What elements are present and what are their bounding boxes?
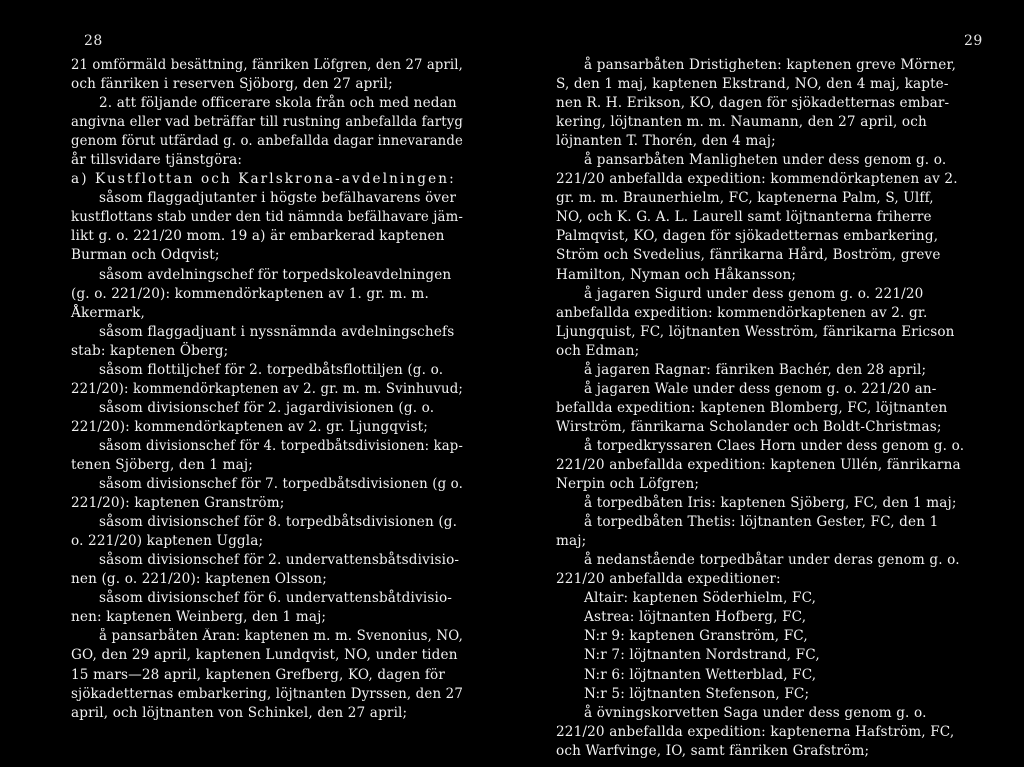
text-line: (g. o. 221/20): kommendörkaptenen av 1. gr. m. m.	[71, 285, 429, 302]
text-line: kering, löjtnanten m. m. Naumann, den 27 april, och	[556, 114, 927, 131]
right-page	[512, 0, 1024, 767]
text-line: Burman och Odqvist;	[71, 247, 220, 264]
text-line: nen: kaptenen Weinberg, den 1 maj;	[71, 609, 327, 626]
text-line: å jagaren Ragnar: fänriken Bachér, den 28 april;	[584, 361, 927, 378]
text-line: N:r 5: löjtnanten Stefenson, FC;	[584, 685, 810, 702]
text-line: å jagaren Sigurd under dess genom g. o. 221/20	[584, 285, 924, 302]
text-line: kustflottans stab under den tid nämnda befälhavare jäm-	[71, 209, 464, 226]
text-line: stab: kaptenen Öberg;	[71, 342, 229, 359]
text-line: Palmqvist, KO, dagen för sjökadetternas embarkering,	[556, 228, 939, 245]
text-line: å nedanstående torpedbåtar under deras genom g. o.	[584, 552, 960, 569]
text-line: 221/20 anbefallda expedition: kommendörkaptenen av 2.	[556, 171, 958, 188]
text-line: såsom divisionschef för 8. torpedbåtsdivisionen (g.	[99, 514, 458, 531]
text-line: år tillsvidare tjänstgöra:	[71, 152, 243, 169]
text-line: 221/20): kommendörkaptenen av 2. gr. m. m. Svinhuvud;	[71, 380, 463, 397]
text-line: N:r 9: kaptenen Granström, FC,	[584, 628, 808, 645]
text-line: såsom avdelningschef för torpedskoleavdelningen	[99, 266, 452, 283]
text-line: gr. m. m. Braunerhielm, FC, kaptenerna Palm, S, Ulff,	[556, 190, 934, 207]
text-line: å pansarbåten Dristigheten: kaptenen greve Mörner,	[584, 57, 957, 73]
text-line: å jagaren Wale under dess genom g. o. 221/20 an-	[584, 380, 937, 397]
text-line: april, och löjtnanten von Schinkel, den 27 april;	[71, 704, 408, 721]
page-number: 28	[84, 33, 103, 49]
text-line: S, den 1 maj, kaptenen Ekstrand, NO, den 4 maj, kapte-	[556, 76, 949, 93]
text-line: 221/20 anbefallda expedition: kaptenerna Hafström, FC,	[556, 723, 955, 740]
text-line: anbefallda expedition: kommendörkaptenen av 2. gr.	[556, 304, 928, 321]
text-line: 221/20 anbefallda expedition: kaptenen Ullén, fänrikarna	[556, 456, 961, 473]
text-line: Nerpin och Löfgren;	[556, 476, 700, 493]
text-line: såsom divisionschef för 7. torpedbåtsdivisionen (g o.	[99, 476, 463, 493]
text-line: nen (g. o. 221/20): kaptenen Olsson;	[71, 571, 327, 588]
text-line: såsom flaggadjuant i nyssnämnda avdelningschefs	[99, 323, 455, 340]
text-line: N:r 6: löjtnanten Wetterblad, FC,	[584, 666, 817, 683]
text-line: N:r 7: löjtnanten Nordstrand, FC,	[584, 647, 820, 664]
text-line: NO, och K. G. A. L. Laurell samt löjtnanterna friherre	[556, 209, 932, 226]
text-line: maj;	[556, 533, 587, 550]
text-line: likt g. o. 221/20 mom. 19 a) är embarkerad kaptenen	[71, 228, 445, 245]
text-line: såsom divisionschef för 2. undervattensbåtsdivisio-	[99, 552, 460, 569]
text-line: 221/20): kaptenen Granström;	[71, 495, 285, 512]
text-line: såsom divisionschef för 4. torpedbåtsdivisionen: kap-	[99, 437, 463, 454]
text-line: å torpedbåten Iris: kaptenen Sjöberg, FC, den 1 maj;	[584, 495, 957, 512]
text-line: såsom divisionschef för 6. undervattensbåtdivisio-	[99, 590, 453, 607]
text-line: Astrea: löjtnanten Hofberg, FC,	[584, 609, 807, 626]
right-page-text	[556, 56, 964, 761]
text-line: 15 mars—28 april, kaptenen Grefberg, KO, dagen för	[71, 666, 446, 683]
text-line: Åkermark,	[71, 304, 145, 321]
text-line: sjökadetternas embarkering, löjtnanten Dyrssen, den 27	[71, 685, 464, 702]
text-line: såsom flottiljchef för 2. torpedbåtsflottiljen (g. o.	[99, 361, 444, 378]
text-line: och fänriken i reserven Sjöborg, den 27 april;	[71, 76, 393, 93]
text-line: å torpedbåten Thetis: löjtnanten Gester, FC, den 1	[584, 514, 939, 531]
text-line: a) Kustflottan och Karlskrona-avdelningen:	[71, 171, 456, 188]
text-line: å pansarbåten Manligheten under dess genom g. o.	[584, 152, 947, 169]
text-line: Hamilton, Nyman och Håkansson;	[556, 266, 797, 283]
text-line: å pansarbåten Äran: kaptenen m. m. Svenonius, NO,	[99, 628, 464, 645]
text-line: 221/20 anbefallda expeditioner:	[556, 571, 781, 588]
text-line: angivna eller vad beträffar till rustning anbefallda fartyg	[71, 114, 464, 131]
text-line: nen R. H. Erikson, KO, dagen för sjökadetternas embar-	[556, 95, 950, 112]
text-line: såsom flaggadjutanter i högste befälhavarens över	[99, 190, 457, 207]
text-line: befallda expedition: kaptenen Blomberg, FC, löjtnanten	[556, 399, 948, 416]
left-page-text	[71, 56, 463, 723]
text-line: 21 omförmäld besättning, fänriken Löfgren, den 27 april,	[71, 57, 464, 73]
text-line: Altair: kaptenen Söderhielm, FC,	[584, 590, 817, 607]
text-line: och Edman;	[556, 342, 640, 359]
text-line: 221/20): kommendörkaptenen av 2. gr. Ljungqvist;	[71, 418, 428, 435]
text-line: o. 221/20) kaptenen Uggla;	[71, 533, 264, 550]
text-line: 2. att följande officerare skola från och med nedan	[99, 95, 457, 112]
page-number: 29	[964, 33, 983, 49]
text-line: å övningskorvetten Saga under dess genom g. o.	[584, 704, 927, 721]
text-line: och Warfvinge, IO, samt fänriken Grafström;	[556, 742, 870, 759]
text-line: å torpedkryssaren Claes Horn under dess genom g. o.	[584, 437, 965, 454]
text-line: löjnanten T. Thorén, den 4 maj;	[556, 133, 776, 150]
text-line: tenen Sjöberg, den 1 maj;	[71, 456, 254, 473]
text-line: Ström och Svedelius, fänrikarna Hård, Boström, greve	[556, 247, 941, 264]
text-line: Wirström, fänrikarna Scholander och Boldt-Christmas;	[556, 418, 942, 435]
text-line: GO, den 29 april, kaptenen Lundqvist, NO, under tiden	[71, 647, 458, 664]
text-line: såsom divisionschef för 2. jagardivisionen (g. o.	[99, 399, 435, 416]
text-line: genom förut utfärdad g. o. anbefallda dagar innevarande	[71, 133, 464, 150]
text-line: Ljungquist, FC, löjtnanten Wesström, fänrikarna Ericson	[556, 323, 955, 340]
